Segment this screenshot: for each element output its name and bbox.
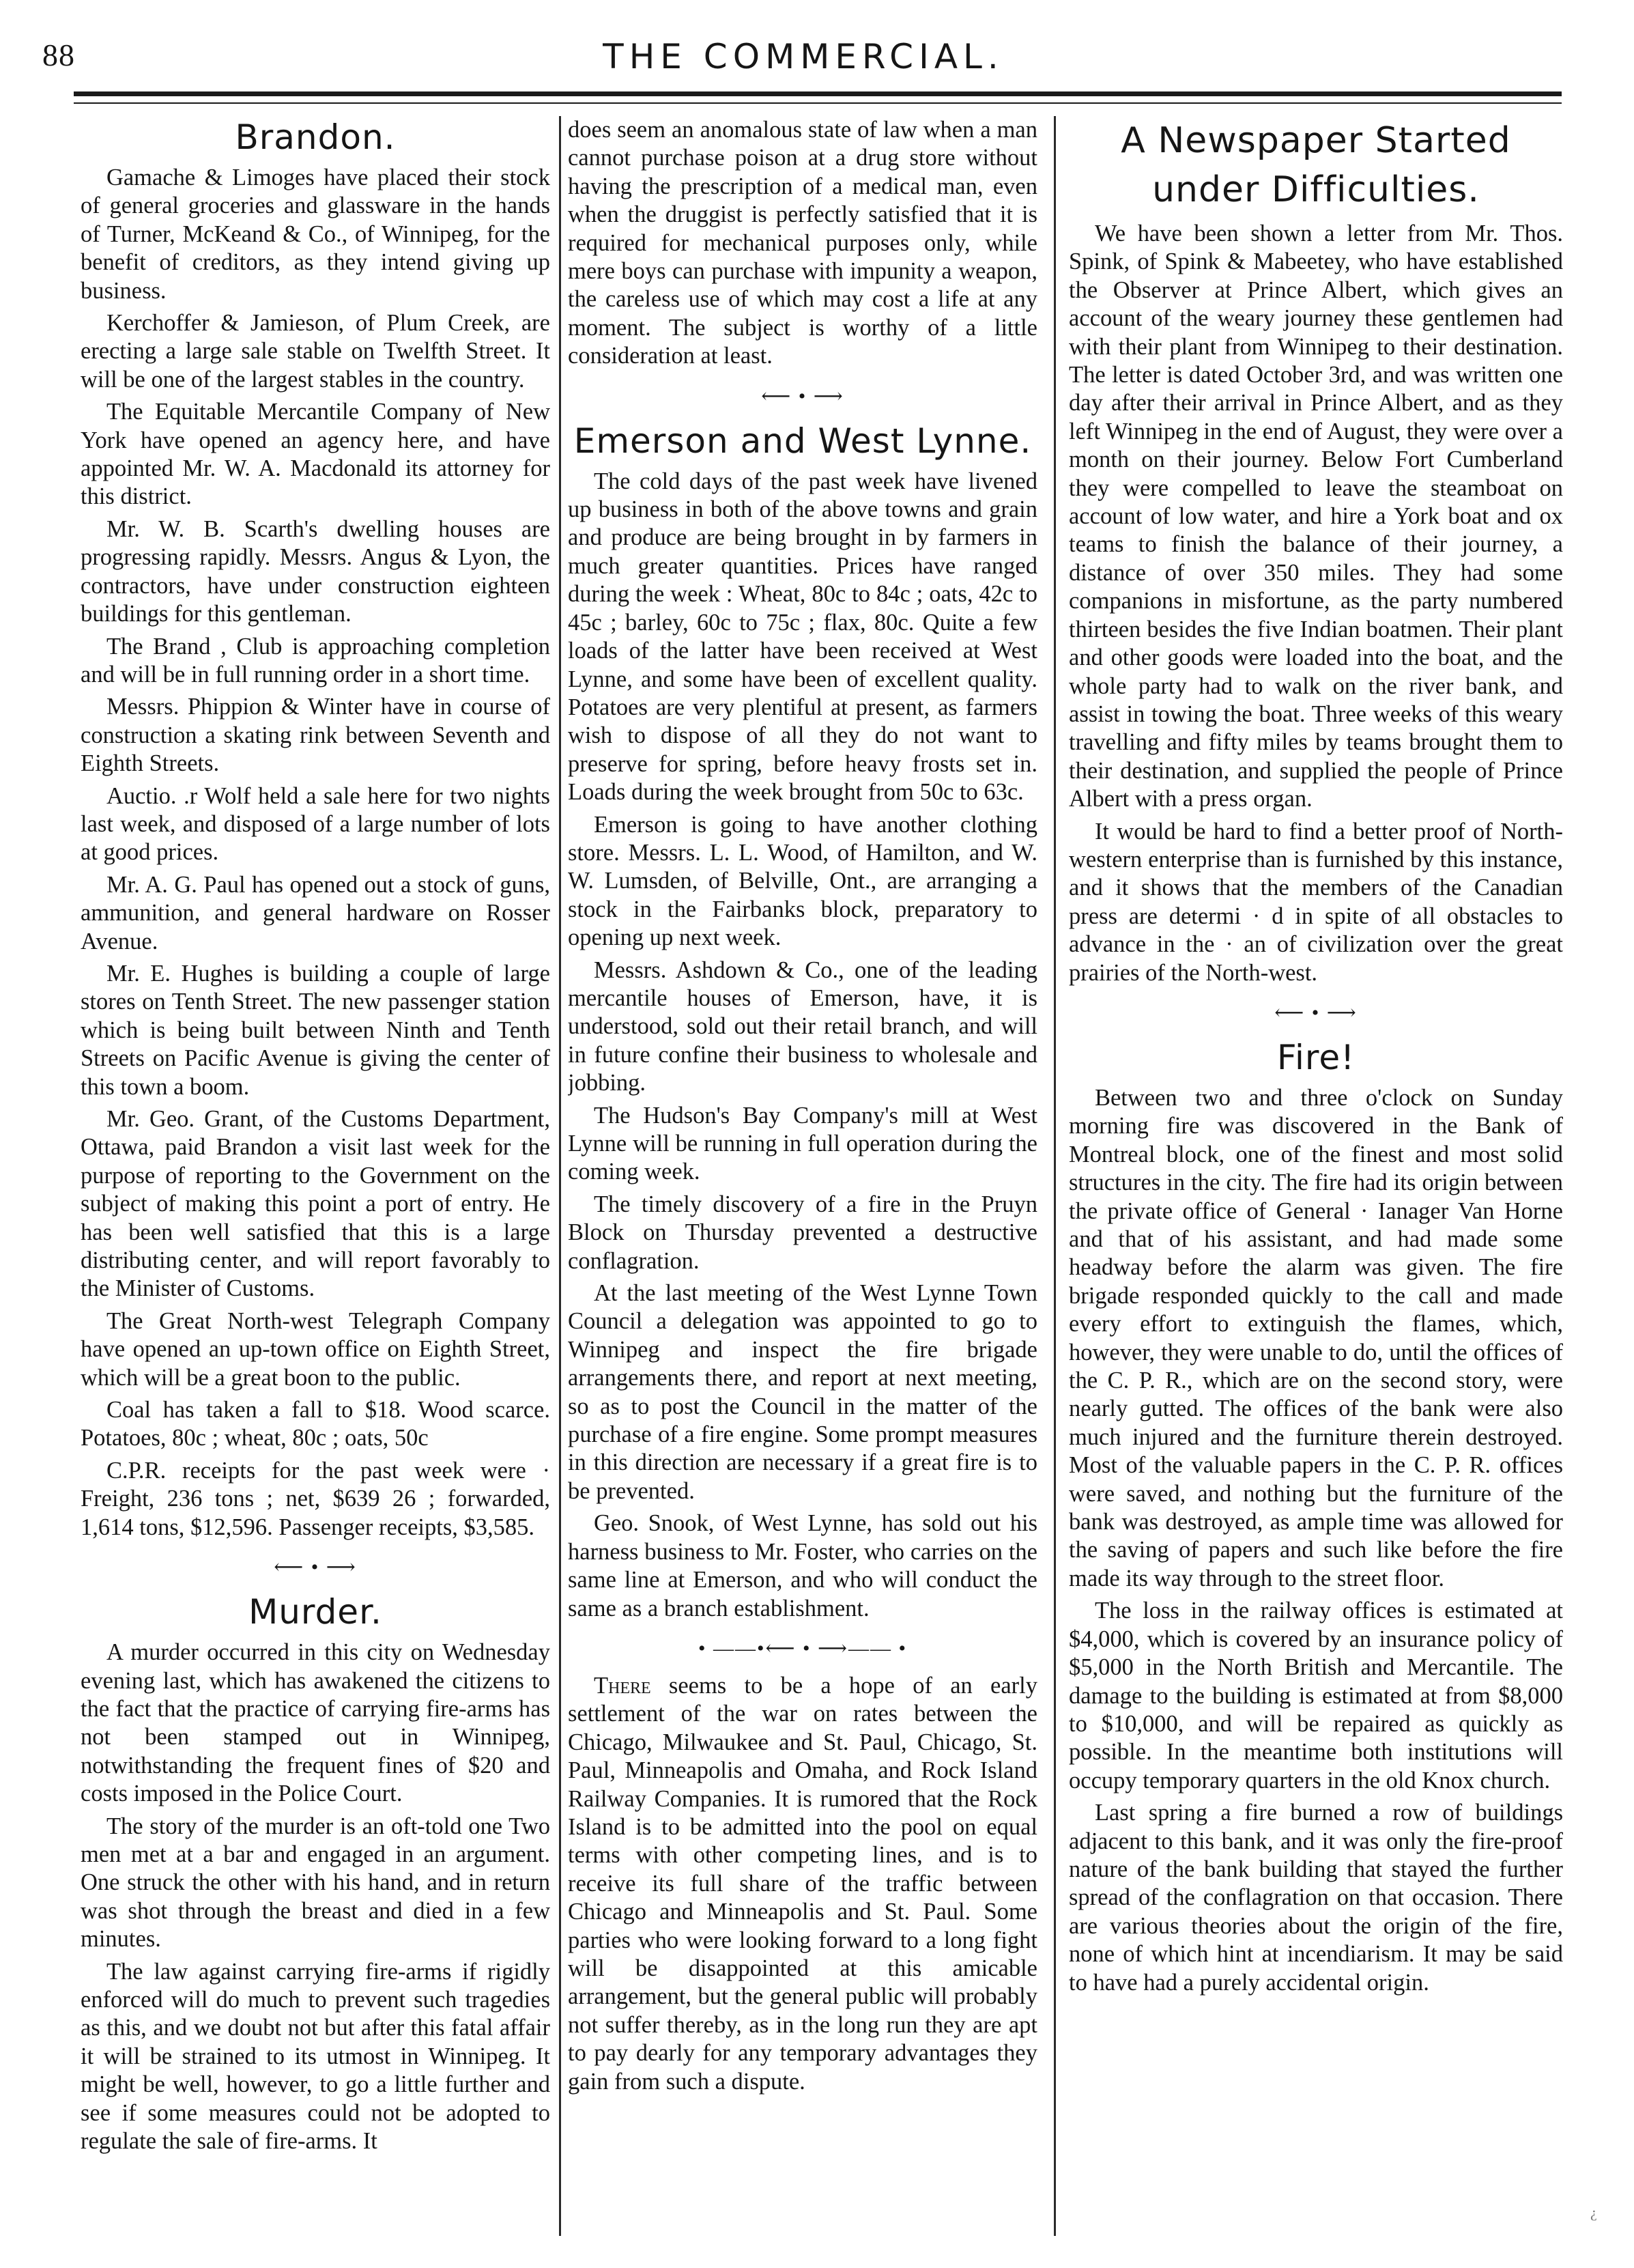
- section-divider: ⟵ • ⟶: [1274, 1001, 1358, 1024]
- article-paragraph: Mr. E. Hughes is building a couple of large stores on Tenth Street. The new passenger station which is being built between Ninth and Tenth Streets on Pacific Avenue is giving the center of this town a boom.: [81, 960, 550, 1100]
- article-paragraph: Auctio. .r Wolf held a sale here for two nights last week, and disposed of a large number of lots at good prices.: [81, 782, 550, 866]
- article-paragraph: The Hudson's Bay Company's mill at West Lynne will be running in full operation during the coming week.: [568, 1102, 1037, 1185]
- article-paragraph: Mr. Geo. Grant, of the Customs Department, Ottawa, paid Brandon a visit last week for the purpose of reporting to the Government on the subject of making this point a port of entry. He has been well satisfied that this is a large distributing center, and will report favorably to the Minister of Customs.: [81, 1106, 550, 1302]
- article-paragraph: The timely discovery of a fire in the Pruyn Block on Thursday prevented a destructive conflagration.: [568, 1191, 1037, 1274]
- article-paragraph: Gamache & Limoges have placed their stock of general groceries and glassware in the hands of Turner, McKeand & Co., of Winnipeg, for the benefit of creditors, as they intend giving up business.: [81, 165, 550, 304]
- article-paragraph: Messrs. Ashdown & Co., one of the leading mercantile houses of Emerson, have, it is understood, sold out their retail branch, and will in future confine their business to wholesale and jobbing.: [568, 956, 1037, 1096]
- rates-text: seems to be a hope of an early settlement of the war on rates between the Chicago, Milwaukee and St. Paul, Chicago, St. Paul, Minneapolis and Omaha, and Rock Island Railway Companies. It is rumored that the Rock Island is to be admitted into the pool on equal terms with other competing lines, and is to receive its full share of the traffic between Chicago and Minneapolis and St. Paul. Some parties who were looking forward to a long fight will be disappointed at this amicable arrangement, but the general public will probably not suffer thereby, as in the long run they are apt to pay dearly for any temporary advantages they gain from such a dispute.: [568, 1672, 1037, 2095]
- article-paragraph: We have been shown a letter from Mr. Thos. Spink, of Spink & Mabeetey, who have established the Observer at Prince Albert, which gives an account of the weary journey these gentlemen had with their plant from Winnipeg to their destination. The letter is dated October 3rd, and was written one day after their arrival in Prince Albert, and as they left Winnipeg in the end of August, they were over a month on their journey. Below Fort Cumberland they were compelled to leave the steamboat on account of low water, and hire a York boat and ox teams to finish the balance of their journey, a distance of over 350 miles. They had some companions in misfortune, as the party numbered thirteen besides the five Indian boatmen. Their plant and other goods were loaded into the boat, and the whole party had to walk on the river bank, and assist in towing the boat. Three weeks of this weary travelling and fifty miles by teams brought them to their destination, and supplied the people of Prince Albert with a press organ.: [1069, 221, 1563, 812]
- header-rule-thick: [74, 91, 1562, 96]
- article-paragraph: The Equitable Mercantile Company of New York have opened an agency here, and have appointed Mr. W. A. Macdonald its attorney for this district.: [81, 399, 550, 510]
- article-paragraph: Geo. Snook, of West Lynne, has sold out his harness business to Mr. Foster, who carries on the same line at Emerson, and who will conduct the same as a branch establishment.: [568, 1510, 1037, 1621]
- article-paragraph: It would be hard to find a better proof of North-western enterprise than is furnished by this instance, and it shows that the members of the Canadian press are determi · d in spite of all obstacles to advance in the · an of civilization over the great prairies of the North-west.: [1069, 818, 1563, 986]
- headline-newspaper: A Newspaper Started under Difficulties.: [1121, 120, 1511, 210]
- article-paragraph: A murder occurred in this city on Wednesday evening last, which has awakened the citizens to the fact that the practice of carrying fire-arms has not been stamped out in Winnipeg, notwithstanding the frequent fines of $20 and costs imposed in the Police Court.: [81, 1639, 550, 1807]
- journal-title: THE COMMERCIAL.: [603, 37, 1004, 76]
- article-paragraph: Kerchoffer & Jamieson, of Plum Creek, are erecting a large sale stable on Twelfth Street. It will be one of the largest stables in the country.: [81, 310, 550, 393]
- article-paragraph: Coal has taken a fall to $18. Wood scarce. Potatoes, 80c ; wheat, 80c ; oats, 50c: [81, 1397, 550, 1451]
- column-separator: [1054, 116, 1056, 2236]
- article-paragraph: The Great North-west Telegraph Company have opened an up-town office on Eighth Street, which will be a great boon to the public.: [81, 1307, 550, 1391]
- article-paragraph: The loss in the railway offices is estimated at $4,000, which is covered by an insurance policy of $5,000 in the North British and Mercantile. The damage to the building is estimated at from $8,000 to $10,000, and will be repaired as quickly as possible. In the meantime both institutions will occupy temporary quarters in the old Knox church.: [1069, 1598, 1563, 1794]
- article-paragraph: C.P.R. receipts for the past week were · Freight, 236 tons ; net, $639 26 ; forwarded, 1,614 tons, $12,596. Passenger receipts, $3,585.: [81, 1457, 550, 1540]
- section-divider: ⟵ • ⟶: [274, 1556, 357, 1579]
- column-middle: [568, 116, 1037, 2236]
- headline-fire: Fire!: [1276, 1037, 1356, 1077]
- column-separator: [559, 116, 561, 2236]
- article-paragraph: At the last meeting of the West Lynne Town Council a delegation was appointed to go to Winnipeg and inspect the fire brigade arrangements there, and report at next meeting, so as to post the Council in the matter of the purchase of a fire engine. Some prompt measures in this direction are necessary if a great fire is to be prevented.: [568, 1280, 1037, 1504]
- article-paragraph: The story of the murder is an oft-told one Two men met at a bar and engaged in an argument. One struck the other with his hand, and in return was shot through the breast and died in a few minutes.: [81, 1813, 550, 1953]
- header-rule-thin: [74, 102, 1562, 104]
- article-paragraph: Mr. W. B. Scarth's dwelling houses are progressing rapidly. Messrs. Angus & Lyon, the contractors, have under construction eighteen buildings for this gentleman.: [81, 515, 550, 627]
- lead-word: There: [593, 1672, 651, 1699]
- article-paragraph: Mr. A. G. Paul has opened out a stock of guns, ammunition, and general hardware on Rosser Avenue.: [81, 871, 550, 954]
- column-right: [1069, 116, 1563, 2236]
- column-left: [81, 116, 550, 2236]
- margin-mark: ¿: [1590, 2204, 1597, 2221]
- article-paragraph: Messrs. Phippion & Winter have in course of construction a skating rink between Seventh and Eighth Streets.: [81, 694, 550, 777]
- article-paragraph: The Brand , Club is approaching completion and will be in full running order in a short time.: [81, 633, 550, 688]
- article-paragraph: Emerson is going to have another clothing store. Messrs. L. L. Wood, of Hamilton, and W. W. Lumsden, of Belville, Ont., are arranging a stock in the Fairbanks block, preparatory to opening up next week.: [568, 811, 1037, 951]
- article-continuation: does seem an anomalous state of law when a man cannot purchase poison at a drug store without having the prescription of a medical man, even when the druggist is perfectly satisfied that it is required for mechanical purposes only, while mere boys can purchase with impunity a weapon, the careless use of which may cost a life at any moment. The subject is worthy of a little consideration at least.: [568, 117, 1037, 369]
- article-paragraph: The law against carrying fire-arms if rigidly enforced will do much to prevent such tragedies as this, and we doubt not but after this fatal affair it will be strained to its utmost in Winnipeg. It might be well, however, to go a little further and see if some measures could not be adopted to regulate the sale of fire-arms. It: [81, 1958, 550, 2154]
- section-divider: ⟵ • ⟶: [761, 384, 844, 408]
- page-header: [42, 37, 1564, 91]
- article-paragraph: Last spring a fire burned a row of buildings adjacent to this bank, and it was only the fire-proof nature of the bank building that stayed the further spread of the conflagration on that occasion. There are various theories about the origin of the fire, none of which hint at incendiarism. It may be said to have had a purely accidental origin.: [1069, 1800, 1563, 1996]
- article-paragraph-rates: [568, 1672, 1037, 2096]
- section-divider-long: • ——•⟵ • ⟶—— •: [698, 1636, 908, 1660]
- article-paragraph: The cold days of the past week have livened up business in both of the above towns and grain and produce are being brought in by farmers in much greater quantities. Prices have ranged during the week : Wheat, 80c to 84c ; oats, 42c to 45c ; barley, 60c to 75c ; flax, 80c. Quite a few loads of the latter have been received at West Lynne, and some have been of excellent quality. Potatoes are very plentiful at present, as farmers wish to dispose of all they do not want to preserve for spring, before heavy frosts set in. Loads during the week brought from 50c to 63c.: [568, 468, 1037, 806]
- page-number: 88: [42, 38, 75, 72]
- headline-emerson: Emerson and West Lynne.: [573, 421, 1032, 461]
- headline-murder: Murder.: [248, 1592, 382, 1632]
- headline-brandon: Brandon.: [235, 117, 396, 157]
- article-paragraph: Between two and three o'clock on Sunday morning fire was discovered in the Bank of Montreal block, one of the finest and most solid structures in the city. The fire had its origin between the private office of General · Ianager Van Horne and that of his assistant, and had made some headway before the alarm was given. The fire brigade responded quickly to the call and made every effort to extinguish the flames, which, however, they were unable to do, until the offices of the C. P. R., which are on the second story, were nearly gutted. The offices of the bank were also much injured and the furniture therein destroyed. Most of the valuable papers in the C. P. R. offices were saved, and nothing but the furniture of the bank was destroyed, as ample time was allowed for the saving of papers and such like before the fire made its way through to the street floor.: [1069, 1084, 1563, 1591]
